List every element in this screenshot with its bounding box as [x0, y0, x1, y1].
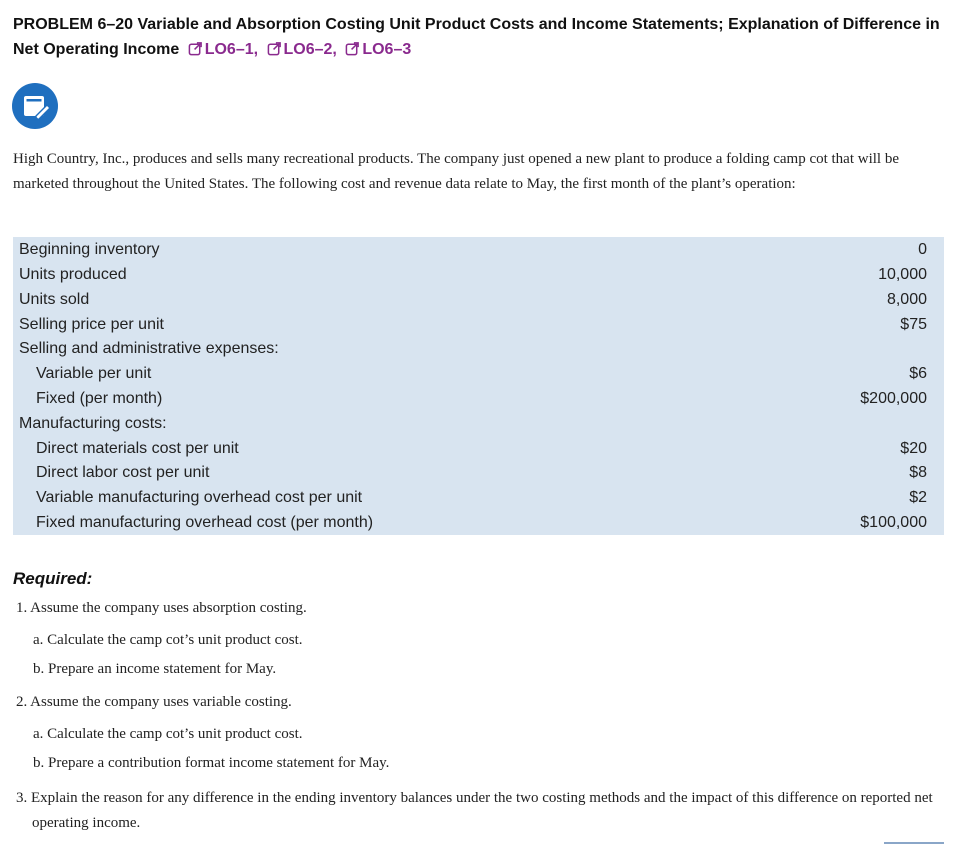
lo-link-2[interactable] — [263, 41, 337, 58]
table-row — [13, 386, 944, 411]
table-row — [13, 287, 944, 312]
row-label: Manufacturing costs: — [19, 415, 167, 432]
row-label: Variable manufacturing overhead cost per unit — [36, 489, 363, 506]
notepad-pencil-icon — [12, 83, 58, 129]
row-label: Beginning inventory — [19, 241, 160, 258]
lo-link-2-label: LO6–2, — [283, 41, 337, 58]
external-link-icon — [267, 41, 282, 56]
required-item: b. Prepare an income statement for May. — [33, 661, 277, 677]
lo-link-1-label: LO6–1, — [204, 41, 259, 58]
table-row — [13, 262, 944, 287]
required-item: 3. Explain the reason for any difference in the ending inventory balances under the two costing methods and the impact of this difference on reported net operating income. — [16, 790, 933, 831]
assignment-badge — [12, 83, 58, 129]
row-value: 0 — [918, 241, 927, 258]
table-row — [13, 510, 944, 535]
table-row — [13, 485, 944, 510]
row-label: Fixed manufacturing overhead cost (per month) — [36, 514, 374, 531]
row-value: $200,000 — [860, 390, 927, 407]
table-row — [13, 436, 944, 461]
lo-link-3[interactable] — [341, 41, 411, 58]
required-item: b. Prepare a contribution format income statement for May. — [33, 755, 390, 771]
row-label: Fixed (per month) — [36, 390, 163, 407]
required-item: a. Calculate the camp cot’s unit product cost. — [33, 632, 303, 648]
row-value: $6 — [909, 365, 927, 382]
table-row — [13, 336, 944, 361]
row-label: Units sold — [19, 291, 90, 308]
row-value: 8,000 — [886, 291, 927, 308]
problem-intro: High Country, Inc., produces and sells many recreational products. The company just opened a new plant to produce a folding camp cot that will be marketed throughout the United States. The following cost and revenue data relate to May, the first month of the plant’s operation: — [13, 151, 900, 192]
required-item: a. Calculate the camp cot’s unit product cost. — [33, 726, 303, 742]
required-item: 2. Assume the company uses variable costing. — [16, 694, 292, 710]
problem-title: PROBLEM 6–20 Variable and Absorption Costing Unit Product Costs and Income Statements; Explanation of Difference in Net Operating Income — [13, 16, 940, 58]
row-value: 10,000 — [878, 266, 927, 283]
row-value: $2 — [909, 489, 927, 506]
row-label: Direct labor cost per unit — [36, 464, 210, 481]
lo-link-1[interactable] — [184, 41, 258, 58]
table-row — [13, 237, 944, 262]
table-row — [13, 361, 944, 386]
row-value: $8 — [909, 464, 927, 481]
row-label: Units produced — [19, 266, 127, 283]
external-link-icon — [188, 41, 203, 56]
table-row — [13, 411, 944, 436]
lo-link-3-label: LO6–3 — [362, 41, 412, 58]
required-heading: Required: — [13, 569, 93, 588]
external-link-icon — [345, 41, 360, 56]
row-label: Selling and administrative expenses: — [19, 340, 279, 357]
row-value: $75 — [900, 316, 927, 333]
row-label: Selling price per unit — [19, 316, 164, 333]
row-value: $20 — [900, 440, 927, 457]
table-row — [13, 312, 944, 337]
cost-revenue-table — [13, 237, 944, 535]
row-value: $100,000 — [860, 514, 927, 531]
row-label: Direct materials cost per unit — [36, 440, 239, 457]
row-label: Variable per unit — [36, 365, 152, 382]
required-item: 1. Assume the company uses absorption costing. — [16, 600, 307, 616]
problem-header — [13, 12, 948, 62]
table-row — [13, 460, 944, 485]
